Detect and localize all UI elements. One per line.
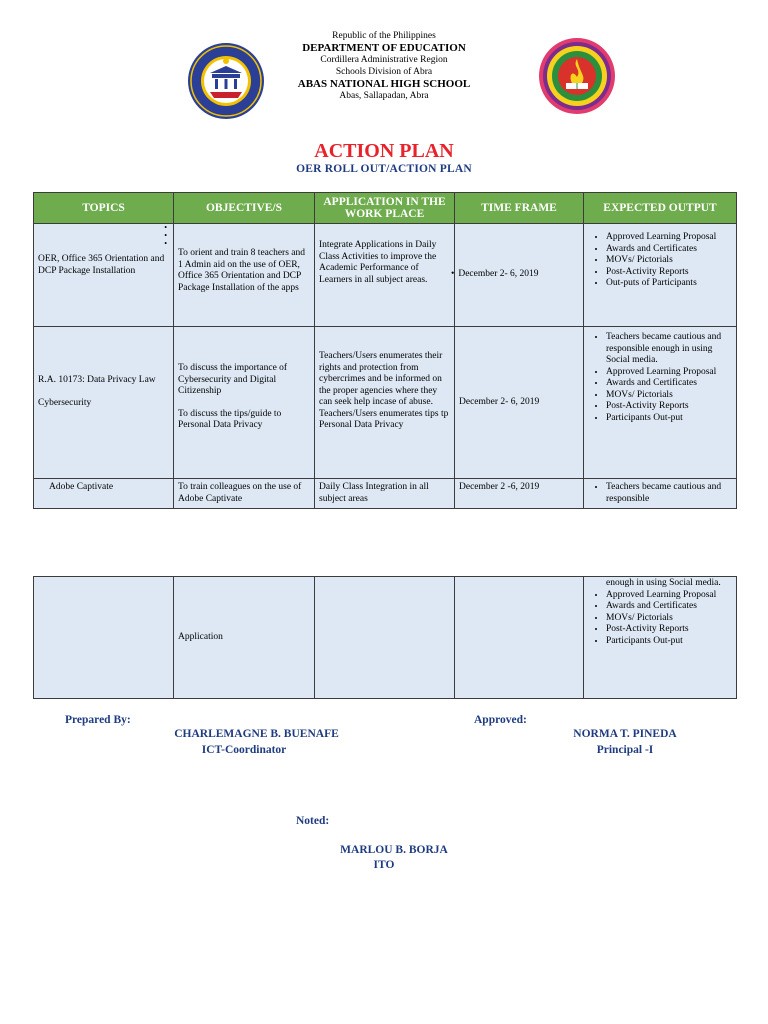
list-item: • Approved Learning Proposal [606,590,732,602]
bullet-mark: • [451,269,455,280]
topic-cell [34,577,174,699]
table-row [34,327,737,479]
list-item: • MOVs/ Pictorials [606,613,732,625]
objective-text: To discuss the tips/guide to Personal Data Privacy [178,408,282,430]
header-time-frame: TIME FRAME [455,193,584,224]
objective-cell: Application [174,577,315,699]
list-item: • Participants Out-put [606,636,732,648]
topic-text: OER, Office 365 Orientation and DCP Package Installation [38,254,165,276]
list-item: • Awards and Certificates [606,378,732,390]
letterhead [0,30,768,102]
list-item: • Post-Activity Reports [606,624,732,636]
list-item: • MOVs/ Pictorials [606,255,732,267]
noted-by-name: MARLOU B. BORJA [340,844,448,856]
list-item: • Approved Learning Proposal [606,232,732,244]
output-continued-text: enough in using Social media. [606,578,721,588]
header-application: APPLICATION IN THE WORK PLACE [315,193,455,224]
topic-text: R.A. 10173: Data Privacy Law [38,375,156,385]
address-line: Abas, Sallapadan, Abra [339,91,429,101]
output-list [588,590,732,648]
list-item: • Teachers became cautious and responsible [606,482,732,505]
expected-output-cell [584,327,737,479]
department-line: DEPARTMENT OF EDUCATION [302,42,466,54]
objective-cell: To orient and train 8 teachers and 1 Admin aid on the use of OER, Office 365 Orientation and DCP Package Installation of the apps [174,224,315,327]
prepared-by-name: CHARLEMAGNE B. BUENAFE [174,728,339,740]
list-item: • Awards and Certificates [606,244,732,256]
topic-cell: Adobe Captivate [34,479,174,509]
list-item: • MOVs/ Pictorials [606,390,732,402]
objective-cell: To train colleagues on the use of Adobe Captivate [174,479,315,509]
division-line: Schools Division of Abra [335,67,433,77]
topic-cell [34,327,174,479]
output-list [588,332,732,424]
expected-output-cell [584,479,737,509]
list-item: • Teachers became cautious and responsible enough in using Social media. [606,332,732,367]
application-cell: Teachers/Users enumerates their rights and protection from cybercrimes and be informed on the proper agencies where they can seek help incase of abuse. Teachers/Users enumerates tips tp Personal Data Privacy [315,327,455,479]
list-item: • Post-Activity Reports [606,267,732,279]
republic-line: Republic of the Philippines [332,31,436,41]
time-frame-cell: December 2 -6, 2019 [455,479,584,509]
application-cell [315,577,455,699]
table-header-row [34,193,737,224]
table-row [34,479,737,509]
document-subtitle: OER ROLL OUT/ACTION PLAN [296,163,472,175]
prepared-by-title: ICT-Coordinator [201,744,287,756]
list-item: • Out-puts of Participants [606,278,732,290]
header-objectives: OBJECTIVE/S [174,193,315,224]
time-frame-cell [455,577,584,699]
objective-cell [174,327,315,479]
action-plan-table [33,192,737,509]
expected-output-cell [584,577,737,699]
school-seal-logo [536,37,618,115]
header-topics: TOPICS [34,193,174,224]
application-cell: Daily Class Integration in all subject areas [315,479,455,509]
table-row [34,577,737,699]
bullet-marks: • • • [164,223,167,248]
action-plan-table-continued [33,576,737,699]
output-list [588,232,732,290]
time-frame-cell: December 2- 6, 2019 [455,327,584,479]
list-item: • Approved Learning Proposal [606,367,732,379]
application-cell: Integrate Applications in Daily Class Activities to improve the Academic Performance of Learners in all subject areas. [315,224,455,327]
noted-by-title: ITO [373,859,395,871]
expected-output-cell [584,224,737,327]
approved-by-title: Principal -I [596,744,654,756]
topic-text: Cybersecurity [38,397,92,408]
school-line: ABAS NATIONAL HIGH SCHOOL [297,78,471,90]
output-list [588,482,732,505]
prepared-by-label: Prepared By: [65,714,131,726]
header-expected-output: EXPECTED OUTPUT [584,193,737,224]
objective-text: To discuss the importance of Cybersecurity and Digital Citizenship [178,363,288,396]
approved-by-name: NORMA T. PINEDA [573,728,677,740]
time-frame-cell [451,224,584,327]
deped-seal-logo [186,42,266,120]
list-item: • Awards and Certificates [606,601,732,613]
approved-by-label: Approved: [474,714,527,726]
table-row [34,224,737,327]
region-line: Cordillera Administrative Region [320,55,448,65]
list-item: • Participants Out-put [606,413,732,425]
time-frame-text: December 2- 6, 2019 [458,269,539,280]
document-title: ACTION PLAN [314,140,454,162]
topic-cell [34,224,174,327]
list-item: • Post-Activity Reports [606,401,732,413]
noted-by-label: Noted: [296,815,330,827]
